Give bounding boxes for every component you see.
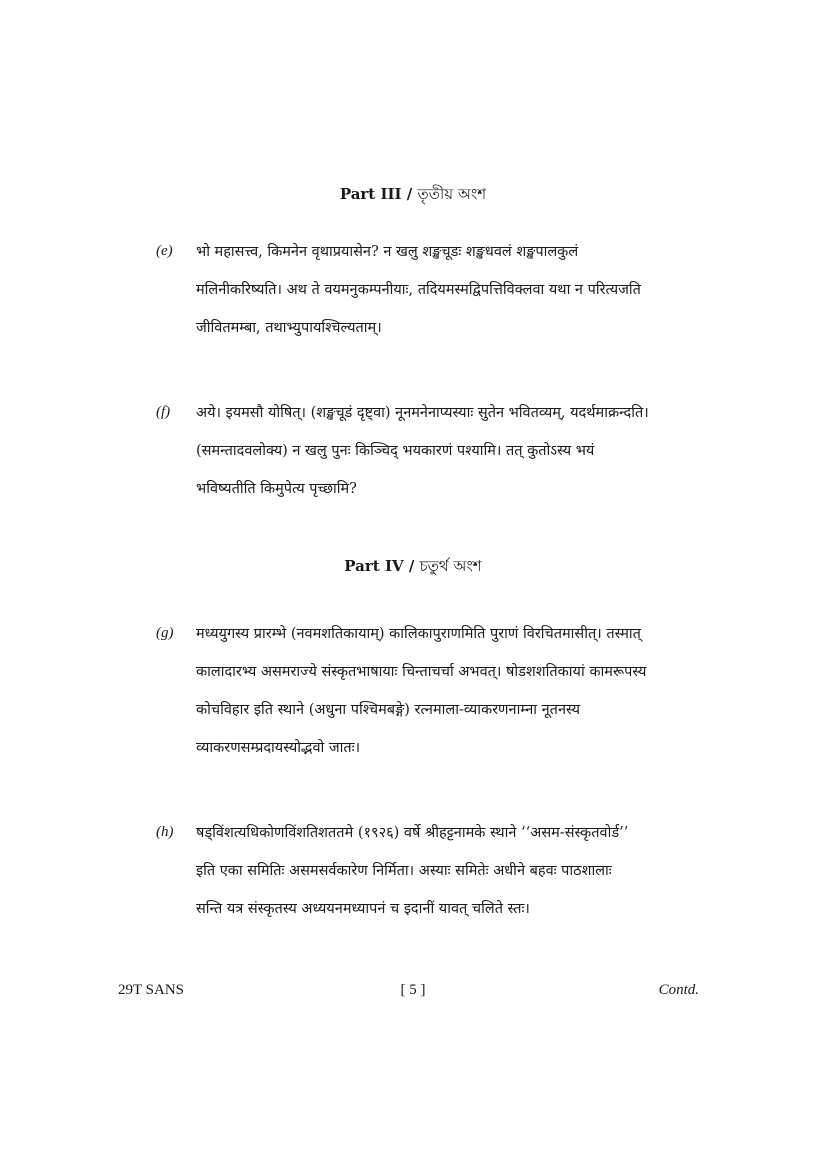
question-text (196, 233, 712, 347)
question-text (196, 814, 712, 928)
text-line: कालादारभ्य असमराज्ये संस्कृतभाषायाः चिन्ताचर्चा अभवत्। षोडशशतिकायां कामरूपस्य (196, 664, 647, 680)
text-line: षड्विंशत्यधिकोणविंशतिशततमे (१९२६) वर्षे श्रीहट्टनामके स्थाने ‘‘असम-संस्कृतवोर्ड’’ (196, 825, 629, 841)
question-label: (g) (156, 625, 174, 641)
part-4-title-bn: চতুৰ্থ অংশ (419, 557, 482, 575)
question-label: (e) (156, 243, 173, 259)
text-line: (समन्तादवलोक्य) न खलु पुनः किञ्चिद् भयकारणं पश्यामि। तत् कुतोऽस्य भयं (196, 443, 595, 459)
part-3-title (0, 183, 826, 208)
page-number: [ 5 ] (400, 982, 426, 998)
text-line: भो महासत्त्व, किमनेन वृथाप्रयासेन? न खलु शङ्खचूडः शङ्खधवलं शङ्खपालकुलं (196, 244, 579, 260)
part-3-title-bn: তৃতীয় অংশ (417, 185, 487, 203)
question-label: (h) (156, 824, 174, 840)
text-line: इति एका समितिः असमसर्वकारेण निर्मिता। अस्याः समितेः अधीने बहवः पाठशालाः (196, 863, 612, 879)
paper-code: 29T SANS (118, 982, 184, 998)
question-text (196, 394, 712, 508)
question-label: (f) (156, 404, 171, 420)
part-4-title-en: Part IV / (344, 557, 420, 575)
text-line: मलिनीकरिष्यति। अथ ते वयमनुकम्पनीयाः, तदियमस्मद्विपत्तिविक्लवा यथा न परित्यजति (196, 282, 641, 298)
text-line: जीवितमम्बा, तथाभ्युपायश्चिल्यताम्। (196, 320, 382, 336)
text-line: व्याकरणसम्प्रदायस्योद्भवो जातः। (196, 740, 361, 756)
text-line: सन्ति यत्र संस्कृतस्य अध्ययनमध्यापनं च इदानीं यावत् चलिते स्तः। (196, 901, 530, 917)
text-line: कोचविहार इति स्थाने (अधुना पश्चिमबङ्गे) रत्नमाला-व्याकरणनाम्ना नूतनस्य (196, 702, 581, 718)
question-text (196, 615, 712, 767)
text-line: अये। इयमसौ योषित्। (शङ्खचूडं दृष्ट्वा) नूनमनेनाप्यस्याः सुतेन भवितव्यम्, यदर्थमाक्रन्दति। (196, 405, 649, 421)
continued-note: Contd. (658, 982, 699, 998)
part-3-title-en: Part III / (339, 185, 418, 203)
text-line: भविष्यतीति किमुपेत्य पृच्छामि? (196, 481, 357, 497)
text-line: मध्ययुगस्य प्रारम्भे (नवमशतिकायाम्) कालिकापुराणमिति पुराणं विरचितमासीत्। तस्मात् (196, 626, 641, 642)
part-4-title (0, 555, 826, 580)
